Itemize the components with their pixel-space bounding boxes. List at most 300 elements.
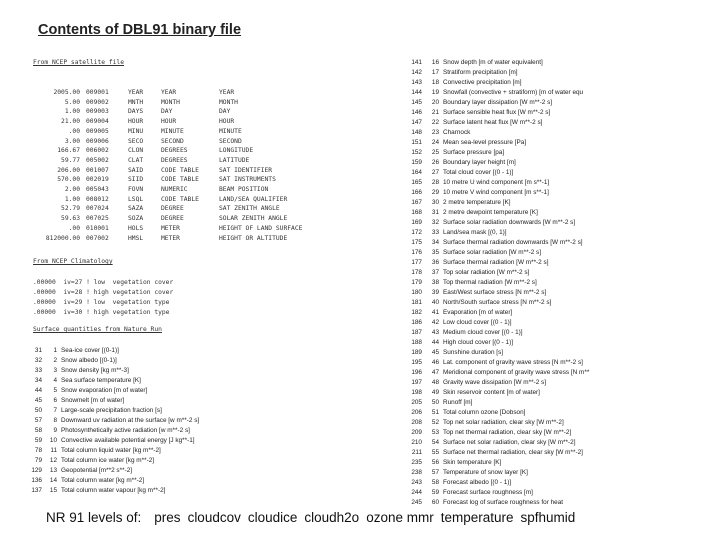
- level-field: pres: [154, 510, 181, 525]
- satellite-row: [30, 156, 302, 166]
- index-number: 22: [431, 119, 439, 126]
- param-code: 145: [411, 99, 422, 106]
- param-name: Snow depth [m of water equivalent]: [443, 59, 543, 66]
- index-number: 24: [431, 139, 439, 146]
- satellite-row: [30, 166, 302, 176]
- param-code: 197: [411, 379, 422, 386]
- param-code: 180: [411, 289, 422, 296]
- satellite-cell-description: HOUR: [219, 118, 235, 126]
- list-item: [30, 386, 199, 396]
- param-name: Temperature of snow layer [K]: [443, 469, 528, 476]
- index-number: 46: [431, 359, 439, 366]
- satellite-cell-mnemonic: DAYS: [128, 108, 144, 116]
- param-code: 168: [411, 209, 422, 216]
- param-name: North/South surface stress [N m**-2 s]: [443, 299, 552, 306]
- index-number: 1: [53, 347, 57, 354]
- satellite-cell-mnemonic: HMSL: [128, 234, 144, 242]
- satellite-cell-description: LONGITUDE: [219, 147, 254, 155]
- param-code: 188: [411, 339, 422, 346]
- satellite-row: [30, 214, 302, 224]
- param-name: Surface solar radiation [W m**-2 s]: [443, 249, 542, 256]
- param-code: 152: [411, 149, 422, 156]
- satellite-cell-description: HEIGHT OF LAND SURFACE: [219, 224, 303, 232]
- index-number: 54: [431, 439, 439, 446]
- satellite-row: [30, 234, 302, 244]
- satellite-cell-mnemonic: SAZA: [128, 205, 144, 213]
- list-item: [408, 98, 589, 108]
- list-item: [408, 58, 589, 68]
- list-item: [408, 418, 589, 428]
- list-item: [408, 388, 589, 398]
- satellite-row: [30, 175, 302, 185]
- climatology-row: .00000 iv=30 ! high vegetation type: [33, 309, 170, 316]
- param-code: 198: [411, 389, 422, 396]
- param-code: 165: [411, 179, 422, 186]
- list-item: [408, 348, 589, 358]
- index-number: 17: [431, 69, 439, 76]
- param-name: Surface net solar radiation, clear sky [W m**-2]: [443, 439, 576, 446]
- index-number: 2: [53, 357, 57, 364]
- param-code: 58: [34, 427, 42, 434]
- list-item: [408, 438, 589, 448]
- satellite-cell-mnemonic: SOZA: [128, 215, 144, 223]
- index-number: 31: [431, 209, 439, 216]
- param-name: 2 metre temperature [K]: [443, 199, 511, 206]
- param-name: Surface pressure [pa]: [443, 149, 505, 156]
- param-code: 181: [411, 299, 422, 306]
- index-number: 57: [431, 469, 439, 476]
- satellite-cell-value: 1.00: [64, 195, 80, 203]
- param-name: Top thermal radiation [W m**-2 s]: [443, 279, 537, 286]
- satellite-cell-value: 570.00: [57, 176, 80, 184]
- satellite-cell-value: 206.00: [57, 166, 80, 174]
- climatology-section-heading: From NCEP Climatology: [33, 258, 113, 265]
- index-number: 8: [53, 417, 57, 424]
- index-number: 12: [49, 457, 57, 464]
- list-item: [408, 228, 589, 238]
- satellite-cell-unit: MINUTE: [161, 127, 184, 135]
- list-item: [408, 208, 589, 218]
- param-name: Large-scale precipitation fraction [s]: [61, 407, 162, 414]
- param-name: Total column water vapour [kg m**-2]: [61, 487, 166, 494]
- satellite-cell-unit: SECOND: [161, 137, 184, 145]
- list-item: [408, 288, 589, 298]
- climatology-row: .00000 iv=29 ! low vegetation type: [33, 299, 170, 306]
- param-code: 78: [34, 447, 42, 454]
- param-code: 44: [34, 387, 42, 394]
- satellite-cell-unit: DAY: [161, 108, 173, 116]
- param-name: Forecast albedo [(0 - 1)]: [443, 479, 512, 486]
- satellite-row: [30, 185, 302, 195]
- satellite-cell-mnemonic: MNTH: [128, 98, 144, 106]
- list-item: [30, 446, 199, 456]
- list-item: [408, 88, 589, 98]
- satellite-row: [30, 98, 302, 108]
- param-code: 148: [411, 129, 422, 136]
- list-item: [408, 178, 589, 188]
- satellite-row: [30, 117, 302, 127]
- list-item: [408, 368, 589, 378]
- param-code: 244: [411, 489, 422, 496]
- param-name: Top net solar radiation, clear sky [W m**-2]: [443, 419, 564, 426]
- index-number: 32: [431, 219, 439, 226]
- satellite-cell-mnemonic: MINU: [128, 127, 144, 135]
- param-code: 45: [34, 397, 42, 404]
- param-code: 31: [34, 347, 42, 354]
- level-field: cloudcov: [187, 510, 241, 525]
- list-item: [408, 298, 589, 308]
- list-item: [30, 466, 199, 476]
- param-name: Stratiform precipitation [m]: [443, 69, 518, 76]
- index-number: 59: [431, 489, 439, 496]
- param-code: 79: [34, 457, 42, 464]
- param-code: 143: [411, 79, 422, 86]
- satellite-cell-description: SOLAR ZENITH ANGLE: [219, 215, 288, 223]
- list-item: [30, 346, 199, 356]
- param-code: 243: [411, 479, 422, 486]
- param-name: Convective precipitation [m]: [443, 79, 522, 86]
- list-item: [408, 78, 589, 88]
- satellite-cell-description: SAT ZENITH ANGLE: [219, 205, 280, 213]
- index-number: 53: [431, 429, 439, 436]
- list-item: [408, 128, 589, 138]
- list-item: [408, 338, 589, 348]
- index-number: 38: [431, 279, 439, 286]
- list-item: [408, 498, 589, 508]
- param-name: Skin reservoir content [m of water]: [443, 389, 540, 396]
- list-item: [30, 456, 199, 466]
- satellite-row: [30, 127, 302, 137]
- satellite-cell-unit: MONTH: [161, 98, 180, 106]
- satellite-row: [30, 224, 302, 234]
- list-item: [30, 406, 199, 416]
- level-field: cloudice: [247, 510, 298, 525]
- index-number: 28: [431, 179, 439, 186]
- level-field: spfhumid: [520, 510, 576, 525]
- param-name: Boundary layer height [m]: [443, 159, 516, 166]
- param-name: Surface solar radiation downwards [W m**-2 s]: [443, 219, 576, 226]
- param-code: 33: [34, 367, 42, 374]
- satellite-cell-value: 1.00: [64, 108, 80, 116]
- satellite-cell-unit: METER: [161, 234, 180, 242]
- list-item: [408, 248, 589, 258]
- satellite-cell-descriptor: 007025: [86, 215, 109, 223]
- satellite-cell-value: 3.00: [64, 137, 80, 145]
- index-number: 9: [53, 427, 57, 434]
- param-code: 164: [411, 169, 422, 176]
- param-name: Low cloud cover [(0 - 1)]: [443, 319, 512, 326]
- satellite-cell-mnemonic: FOVN: [128, 186, 144, 194]
- list-item: [408, 138, 589, 148]
- param-name: Runoff [m]: [443, 399, 473, 406]
- param-code: 146: [411, 109, 422, 116]
- satellite-cell-descriptor: 009001: [86, 89, 109, 96]
- list-item: [408, 318, 589, 328]
- param-code: 137: [31, 487, 42, 494]
- param-name: Total column ozone [Dobson]: [443, 409, 526, 416]
- list-item: [408, 358, 589, 368]
- satellite-row: [30, 146, 302, 156]
- param-name: High cloud cover [(0 - 1)]: [443, 339, 513, 346]
- index-number: 36: [431, 259, 439, 266]
- index-number: 21: [431, 109, 439, 116]
- param-name: Medium cloud cover [(0 - 1)]: [443, 329, 523, 336]
- list-item: [408, 478, 589, 488]
- param-code: 147: [411, 119, 422, 126]
- index-number: 27: [431, 169, 439, 176]
- param-name: Mean sea-level pressure [Pa]: [443, 139, 527, 146]
- index-number: 10: [49, 437, 57, 444]
- param-name: Total cloud cover [(0 - 1)]: [443, 169, 514, 176]
- satellite-row: [30, 137, 302, 147]
- index-number: 13: [49, 467, 57, 474]
- satellite-cell-unit: DEGREES: [161, 156, 188, 164]
- satellite-cell-unit: DEGREE: [161, 215, 184, 223]
- satellite-cell-description: LATITUDE: [219, 156, 250, 164]
- satellite-cell-unit: METER: [161, 224, 180, 232]
- satellite-row: [30, 204, 302, 214]
- list-item: [30, 416, 199, 426]
- list-item: [30, 486, 199, 496]
- satellite-cell-descriptor: 005002: [86, 156, 109, 164]
- index-number: 49: [431, 389, 439, 396]
- satellite-cell-descriptor: 009005: [86, 127, 109, 135]
- param-code: 175: [411, 239, 422, 246]
- param-code: 151: [411, 139, 422, 146]
- index-number: 58: [431, 479, 439, 486]
- climatology-list: [33, 278, 173, 318]
- param-name: Snowfall (convective + stratiform) [m of water equ: [443, 89, 584, 96]
- levels-footer: [46, 510, 575, 525]
- satellite-row: [30, 195, 302, 205]
- list-item: [408, 188, 589, 198]
- index-number: 35: [431, 249, 439, 256]
- param-code: 144: [411, 89, 422, 96]
- index-number: 47: [431, 369, 439, 376]
- param-code: 206: [411, 409, 422, 416]
- satellite-section-heading: From NCEP satellite file: [33, 59, 124, 66]
- list-item: [30, 356, 199, 366]
- index-number: 6: [53, 397, 57, 404]
- satellite-cell-description: MINUTE: [219, 127, 242, 135]
- satellite-cell-description: SAT IDENTIFIER: [219, 166, 273, 174]
- param-name: 10 metre U wind component [m s**-1]: [443, 179, 550, 186]
- param-code: 129: [31, 467, 42, 474]
- param-name: Sea-ice cover [(0-1)]: [61, 347, 119, 354]
- param-code: 187: [411, 329, 422, 336]
- param-code: 196: [411, 369, 422, 376]
- satellite-cell-value: .00: [68, 127, 80, 135]
- satellite-cell-value: 59.63: [61, 215, 80, 223]
- satellite-cell-unit: HOUR: [161, 118, 177, 126]
- param-code: 208: [411, 419, 422, 426]
- satellite-cell-unit: DEGREES: [161, 147, 188, 155]
- satellite-cell-value: 52.79: [61, 205, 80, 213]
- index-number: 41: [431, 309, 439, 316]
- param-code: 169: [411, 219, 422, 226]
- list-item: [408, 108, 589, 118]
- list-item: [408, 308, 589, 318]
- satellite-cell-value: 59.77: [61, 156, 80, 164]
- list-item: [30, 436, 199, 446]
- climatology-row: .00000 iv=28 ! high vegetation cover: [33, 289, 174, 296]
- param-name: Meridional component of gravity wave stress [N m**: [443, 369, 590, 376]
- param-name: Top solar radiation [W m**-2 s]: [443, 269, 530, 276]
- list-item: [30, 426, 199, 436]
- index-number: 50: [431, 399, 439, 406]
- param-name: Sunshine duration [s]: [443, 349, 504, 356]
- satellite-cell-mnemonic: CLAT: [128, 156, 144, 164]
- param-name: Top net thermal radiation, clear sky [W m**-2]: [443, 429, 572, 436]
- satellite-cell-description: YEAR: [219, 89, 235, 96]
- satellite-cell-mnemonic: LSQL: [128, 195, 144, 203]
- list-item: [30, 376, 199, 386]
- index-number: 34: [431, 239, 439, 246]
- param-name: Downward uv radiation at the surface [w m**-2 s]: [61, 417, 200, 424]
- list-item: [408, 278, 589, 288]
- list-item: [408, 218, 589, 228]
- index-number: 26: [431, 159, 439, 166]
- list-item: [408, 398, 589, 408]
- param-name: East/West surface stress [N m**-2 s]: [443, 289, 547, 296]
- param-code: 189: [411, 349, 422, 356]
- level-field: cloudh2o: [304, 510, 360, 525]
- satellite-cell-descriptor: 002019: [86, 176, 109, 184]
- satellite-cell-mnemonic: CLON: [128, 147, 144, 155]
- param-code: 136: [31, 477, 42, 484]
- param-name: 2 metre dewpoint temperature [K]: [443, 209, 538, 216]
- param-code: 50: [34, 407, 42, 414]
- param-name: Gravity wave dissipation [W m**-2 s]: [443, 379, 546, 386]
- param-name: Total column liquid water [kg m**-2]: [61, 447, 161, 454]
- satellite-cell-descriptor: 009002: [86, 98, 109, 106]
- satellite-cell-value: 2.00: [64, 186, 80, 194]
- param-code: 245: [411, 499, 422, 506]
- satellite-cell-unit: CODE TABLE: [161, 195, 199, 203]
- param-name: Surface thermal radiation [W m**-2 s]: [443, 259, 549, 266]
- satellite-cell-descriptor: 008012: [86, 195, 109, 203]
- index-number: 30: [431, 199, 439, 206]
- satellite-cell-descriptor: 009006: [86, 137, 109, 145]
- list-item: [408, 238, 589, 248]
- param-name: Surface thermal radiation downwards [W m**-2 s]: [443, 239, 583, 246]
- param-code: 177: [411, 259, 422, 266]
- satellite-row: [30, 88, 302, 98]
- satellite-cell-description: MONTH: [219, 98, 238, 106]
- index-number: 5: [53, 387, 57, 394]
- list-item: [408, 118, 589, 128]
- param-code: 235: [411, 459, 422, 466]
- list-item: [408, 328, 589, 338]
- satellite-cell-description: BEAM POSITION: [219, 186, 269, 194]
- satellite-cell-descriptor: 009003: [86, 108, 109, 116]
- satellite-cell-value: 21.00: [61, 118, 80, 126]
- satellite-cell-value: 166.67: [57, 147, 80, 155]
- index-number: 14: [49, 477, 57, 484]
- satellite-cell-unit: CODE TABLE: [161, 176, 199, 184]
- index-number: 11: [50, 447, 57, 454]
- param-code: 238: [411, 469, 422, 476]
- satellite-cell-descriptor: 005043: [86, 186, 109, 194]
- index-number: 42: [431, 319, 439, 326]
- param-name: Sea surface temperature [K]: [61, 377, 141, 384]
- level-field: ozone mmr: [366, 510, 434, 525]
- satellite-cell-mnemonic: SIID: [128, 176, 144, 184]
- index-number: 44: [431, 339, 439, 346]
- param-name: Skin temperature [K]: [443, 459, 502, 466]
- param-name: Surface net thermal radiation, clear sky [W m**-2]: [443, 449, 583, 456]
- param-name: Snowmelt [m of water]: [61, 397, 125, 404]
- satellite-cell-unit: DEGREE: [161, 205, 184, 213]
- param-name: Convective available potential energy [J kg**-1]: [61, 437, 195, 444]
- list-item: [30, 476, 199, 486]
- param-name: Forecast log of surface roughness for heat: [443, 499, 564, 506]
- index-number: 25: [431, 149, 439, 156]
- param-name: Lat. component of gravity wave stress [N m**-2 s]: [443, 359, 583, 366]
- index-number: 60: [431, 499, 439, 506]
- index-number: 7: [53, 407, 57, 414]
- list-item: [408, 198, 589, 208]
- param-code: 141: [411, 59, 422, 66]
- param-code: 176: [411, 249, 422, 256]
- param-name: Surface sensible heat flux [W m**-2 s]: [443, 109, 551, 116]
- param-code: 195: [411, 359, 422, 366]
- param-name: Forecast surface roughness [m]: [443, 489, 533, 496]
- satellite-cell-mnemonic: HOUR: [128, 118, 144, 126]
- param-code: 186: [411, 319, 422, 326]
- index-number: 3: [53, 367, 57, 374]
- index-number: 56: [431, 459, 439, 466]
- satellite-cell-description: SAT INSTRUMENTS: [219, 176, 276, 184]
- param-code: 182: [411, 309, 422, 316]
- list-item: [408, 468, 589, 478]
- index-number: 45: [431, 349, 439, 356]
- satellite-cell-description: DAY: [219, 108, 231, 116]
- satellite-cell-unit: YEAR: [161, 89, 177, 96]
- satellite-row: [30, 107, 302, 117]
- list-item: [408, 268, 589, 278]
- index-number: 23: [431, 129, 439, 136]
- satellite-cell-description: LAND/SEA QUALIFIER: [219, 195, 288, 203]
- param-code: 179: [411, 279, 422, 286]
- satellite-cell-value: 2005.00: [53, 89, 80, 96]
- param-code: 210: [411, 439, 422, 446]
- satellite-cell-mnemonic: HOLS: [128, 224, 144, 232]
- index-number: 52: [431, 419, 439, 426]
- param-name: Total column water [kg m**-2]: [61, 477, 145, 484]
- param-name: Evaporation [m of water]: [443, 309, 513, 316]
- satellite-cell-unit: CODE TABLE: [161, 166, 199, 174]
- index-number: 4: [53, 377, 57, 384]
- param-name: Land/sea mask [(0, 1)]: [443, 229, 507, 236]
- satellite-cell-value: .00: [68, 224, 80, 232]
- param-name: Boundary layer dissipation [W m**-2 s]: [443, 99, 553, 106]
- levels-label: NR 91 levels of:: [46, 510, 142, 525]
- param-code: 209: [411, 429, 422, 436]
- field-list-right: [408, 58, 589, 508]
- climatology-row: .00000 iv=27 ! low vegetation cover: [33, 279, 174, 286]
- param-code: 211: [411, 449, 422, 456]
- list-item: [408, 378, 589, 388]
- index-number: 55: [431, 449, 439, 456]
- list-item: [30, 396, 199, 406]
- satellite-table: [30, 88, 302, 243]
- param-code: 34: [34, 377, 42, 384]
- satellite-cell-descriptor: 007002: [86, 234, 109, 242]
- index-number: 40: [431, 299, 439, 306]
- page-title: Contents of DBL91 binary file: [38, 22, 242, 38]
- index-number: 18: [431, 79, 439, 86]
